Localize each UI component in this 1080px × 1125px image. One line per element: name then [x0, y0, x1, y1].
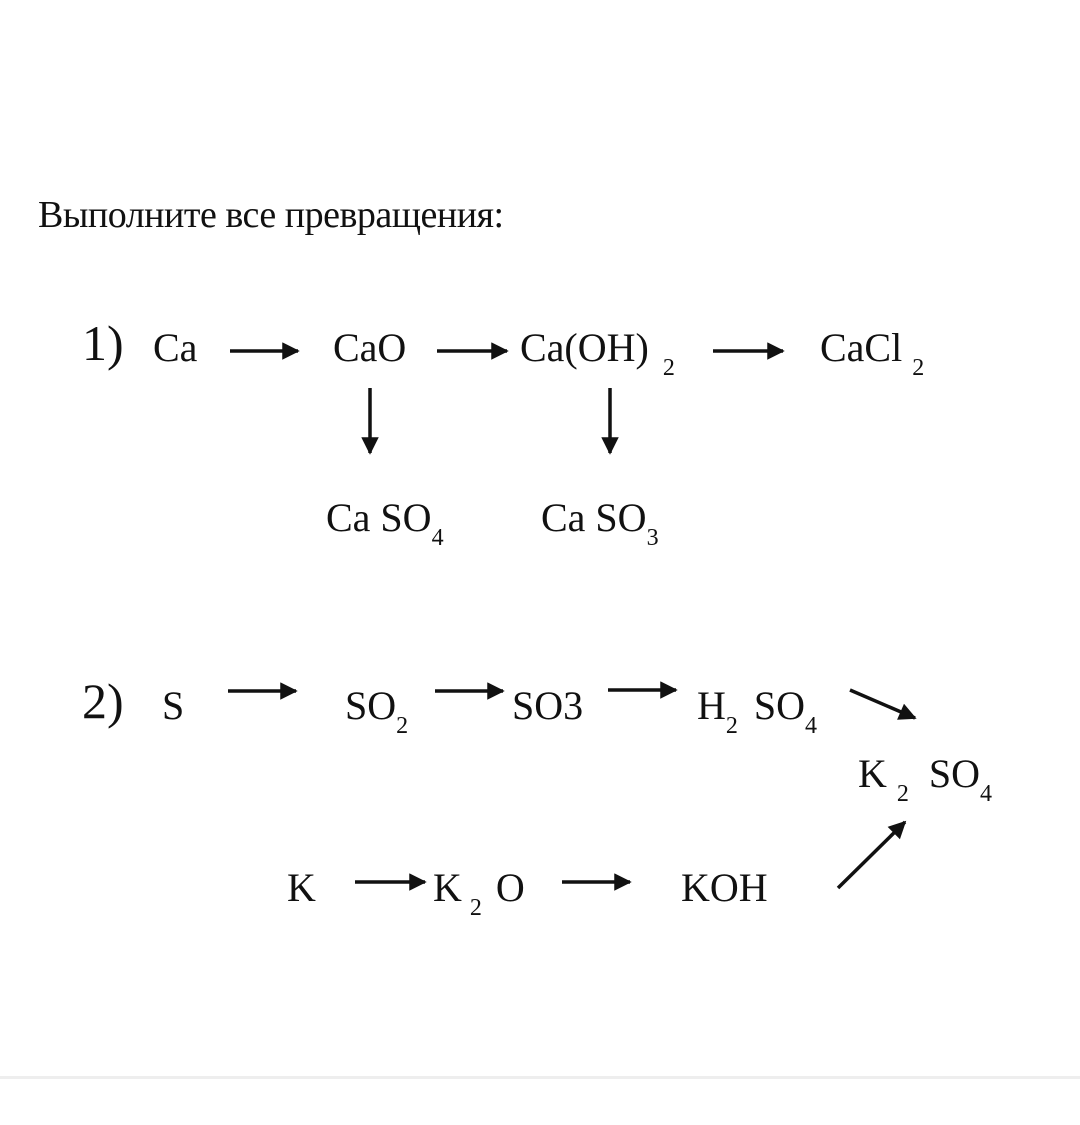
formula-so3: SO3 — [512, 683, 584, 728]
formula-h2so4: $H_2$ $SO_4$ — [697, 683, 818, 739]
formula-s: S — [162, 683, 185, 728]
formula-ca: Ca — [153, 325, 198, 370]
arrow-koh-to-k2so4 — [838, 822, 905, 888]
formula-k: K — [287, 865, 316, 910]
formula-koh: KOH — [681, 865, 768, 910]
formula-k2o: K $_2$ O — [433, 865, 525, 921]
bottom-divider — [0, 1076, 1080, 1079]
formula-so2: $SO_2$ — [345, 683, 409, 739]
scheme-2-number: 2) — [82, 673, 124, 729]
task-instruction: Выполните все превращения: — [38, 194, 504, 236]
arrow-h2so4-to-k2so4 — [850, 690, 915, 718]
formula-k2so4: K $_2$ $SO_4$ — [858, 751, 993, 807]
formula-cacl2: CaCl $_2$ — [820, 325, 925, 381]
formula-cao: CaO — [333, 325, 407, 370]
formula-caso3: Ca $SO_3$ — [541, 495, 659, 551]
formula-caso4: Ca $SO_4$ — [326, 495, 444, 551]
formula-ca-oh-2: Ca(OH) $_2$ — [520, 325, 675, 381]
scheme-1-number: 1) — [82, 315, 124, 371]
